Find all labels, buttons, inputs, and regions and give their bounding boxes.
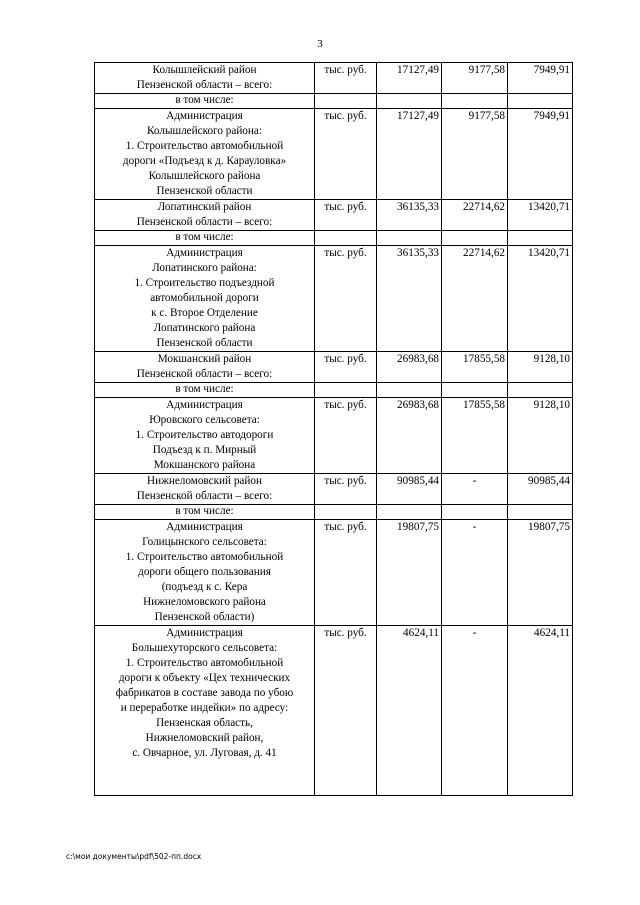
local-value-cell: 13420,71 — [508, 246, 573, 352]
regional-value-cell: 9177,58 — [442, 109, 508, 200]
name-line: Лопатинского района: — [152, 262, 257, 274]
total-value-cell — [377, 383, 442, 398]
project-row — [95, 109, 573, 200]
name-line: Мокшанского района — [153, 459, 256, 471]
name-line: Администрация — [166, 399, 243, 411]
name-line: Пензенской области – всего: — [136, 490, 273, 502]
name-cell — [95, 520, 315, 626]
including-row — [95, 94, 573, 109]
regional-value-cell: 22714,62 — [442, 246, 508, 352]
name-line: 1. Строительство автомобильной — [125, 140, 284, 152]
name-cell — [95, 63, 315, 94]
name-line: Голицынского сельсовета: — [142, 536, 267, 548]
regional-value-cell — [442, 231, 508, 246]
page-number: 3 — [317, 38, 323, 50]
regional-value-cell — [442, 94, 508, 109]
name-line: с. Овчарное, ул. Луговая, д. 41 — [132, 747, 277, 759]
name-line: 1. Строительство автомобильной — [125, 551, 284, 563]
regional-value-cell: - — [442, 626, 508, 796]
name-line: Пензенской области — [156, 185, 253, 197]
table-body — [95, 63, 573, 796]
local-value-cell: 9128,10 — [508, 352, 573, 383]
name-line: в том числе: — [175, 505, 234, 517]
total-value-cell: 19807,75 — [377, 520, 442, 626]
name-line: в том числе: — [175, 94, 234, 106]
regional-value-cell: 17855,58 — [442, 398, 508, 474]
local-value-cell — [508, 383, 573, 398]
name-line: Администрация — [166, 110, 243, 122]
total-value-cell: 17127,49 — [377, 63, 442, 94]
name-line: Колышлейского района: — [147, 125, 262, 137]
total-value-cell: 4624,11 — [377, 626, 442, 796]
project-row — [95, 626, 573, 796]
name-line: автомобильной дороги — [150, 292, 259, 304]
district-total-row — [95, 474, 573, 505]
name-line: Лопатинского района — [153, 322, 256, 334]
name-line: Пензенской области — [156, 337, 253, 349]
total-value-cell: 36135,33 — [377, 200, 442, 231]
including-row — [95, 383, 573, 398]
unit-cell: тыс. руб. — [315, 200, 377, 231]
name-line: дороги к объекту «Цех технических — [118, 672, 291, 684]
unit-cell: тыс. руб. — [315, 109, 377, 200]
total-value-cell — [377, 94, 442, 109]
name-line: Администрация — [166, 627, 243, 639]
local-value-cell — [508, 231, 573, 246]
regional-value-cell: - — [442, 474, 508, 505]
name-line: 1. Строительство автодороги — [135, 429, 274, 441]
total-value-cell: 26983,68 — [377, 352, 442, 383]
unit-cell: тыс. руб. — [315, 626, 377, 796]
regional-value-cell: 22714,62 — [442, 200, 508, 231]
name-line: 1. Строительство автомобильной — [125, 657, 284, 669]
name-line: Нижнеломовский район — [147, 475, 262, 487]
unit-cell — [315, 505, 377, 520]
local-value-cell — [508, 94, 573, 109]
district-total-row — [95, 63, 573, 94]
including-row — [95, 505, 573, 520]
name-line: фабрикатов в составе завода по убою — [115, 687, 294, 699]
local-value-cell: 9128,10 — [508, 398, 573, 474]
name-line: Колышлейского района — [148, 170, 261, 182]
name-line: Большехуторского сельсовета: — [131, 642, 278, 654]
file-path-footer: c:\мои документы\pdf\502-пп.docx — [66, 852, 202, 861]
name-line: Подъезд к п. Мирный — [152, 444, 257, 456]
name-line: в том числе: — [175, 231, 234, 243]
local-value-cell — [508, 505, 573, 520]
district-total-row — [95, 352, 573, 383]
name-cell — [95, 383, 315, 398]
local-value-cell: 4624,11 — [508, 626, 573, 796]
name-line: и переработке индейки» по адресу: — [120, 702, 289, 714]
name-line: Колышлейский район — [152, 64, 257, 76]
name-line: Мокшанский район — [157, 353, 252, 365]
name-cell — [95, 109, 315, 200]
total-value-cell: 26983,68 — [377, 398, 442, 474]
local-value-cell: 90985,44 — [508, 474, 573, 505]
local-value-cell: 7949,91 — [508, 109, 573, 200]
unit-cell: тыс. руб. — [315, 63, 377, 94]
total-value-cell: 36135,33 — [377, 246, 442, 352]
project-row — [95, 520, 573, 626]
name-line: Пензенской области – всего: — [136, 368, 273, 380]
name-cell — [95, 352, 315, 383]
regional-value-cell: - — [442, 520, 508, 626]
name-line: Юровского сельсовета: — [149, 414, 260, 426]
local-value-cell: 19807,75 — [508, 520, 573, 626]
name-cell — [95, 200, 315, 231]
unit-cell: тыс. руб. — [315, 520, 377, 626]
unit-cell — [315, 94, 377, 109]
name-line: к с. Второе Отделение — [151, 307, 258, 319]
name-line: Нижнеломовский район, — [145, 732, 264, 744]
name-line: Пензенской области – всего: — [136, 216, 273, 228]
name-line: дороги общего пользования — [138, 566, 271, 578]
name-line: Нижнеломовского района — [143, 596, 266, 608]
regional-value-cell — [442, 383, 508, 398]
local-value-cell: 13420,71 — [508, 200, 573, 231]
name-line: 1. Строительство подъездной — [134, 277, 275, 289]
name-line: Пензенской области) — [154, 611, 255, 623]
name-cell — [95, 94, 315, 109]
name-line: Лопатинский район — [157, 201, 252, 213]
name-cell — [95, 505, 315, 520]
unit-cell: тыс. руб. — [315, 352, 377, 383]
name-cell — [95, 231, 315, 246]
including-row — [95, 231, 573, 246]
unit-cell — [315, 383, 377, 398]
name-line: (подъезд к с. Кера — [161, 581, 248, 593]
unit-cell: тыс. руб. — [315, 398, 377, 474]
local-value-cell: 7949,91 — [508, 63, 573, 94]
total-value-cell: 17127,49 — [377, 109, 442, 200]
name-cell — [95, 474, 315, 505]
name-line: Пензенской области – всего: — [136, 79, 273, 91]
name-line: дороги «Подъезд к д. Карауловка» — [122, 155, 287, 167]
project-row — [95, 398, 573, 474]
budget-table — [94, 62, 573, 796]
name-line: Администрация — [166, 521, 243, 533]
name-line: Пензенская область, — [156, 717, 253, 729]
regional-value-cell: 17855,58 — [442, 352, 508, 383]
total-value-cell — [377, 505, 442, 520]
unit-cell: тыс. руб. — [315, 246, 377, 352]
unit-cell: тыс. руб. — [315, 474, 377, 505]
name-cell — [95, 398, 315, 474]
regional-value-cell: 9177,58 — [442, 63, 508, 94]
name-line: в том числе: — [175, 383, 234, 395]
name-cell — [95, 246, 315, 352]
unit-cell — [315, 231, 377, 246]
district-total-row — [95, 200, 573, 231]
name-line: Администрация — [166, 247, 243, 259]
total-value-cell — [377, 231, 442, 246]
name-cell — [95, 626, 315, 796]
total-value-cell: 90985,44 — [377, 474, 442, 505]
project-row — [95, 246, 573, 352]
regional-value-cell — [442, 505, 508, 520]
